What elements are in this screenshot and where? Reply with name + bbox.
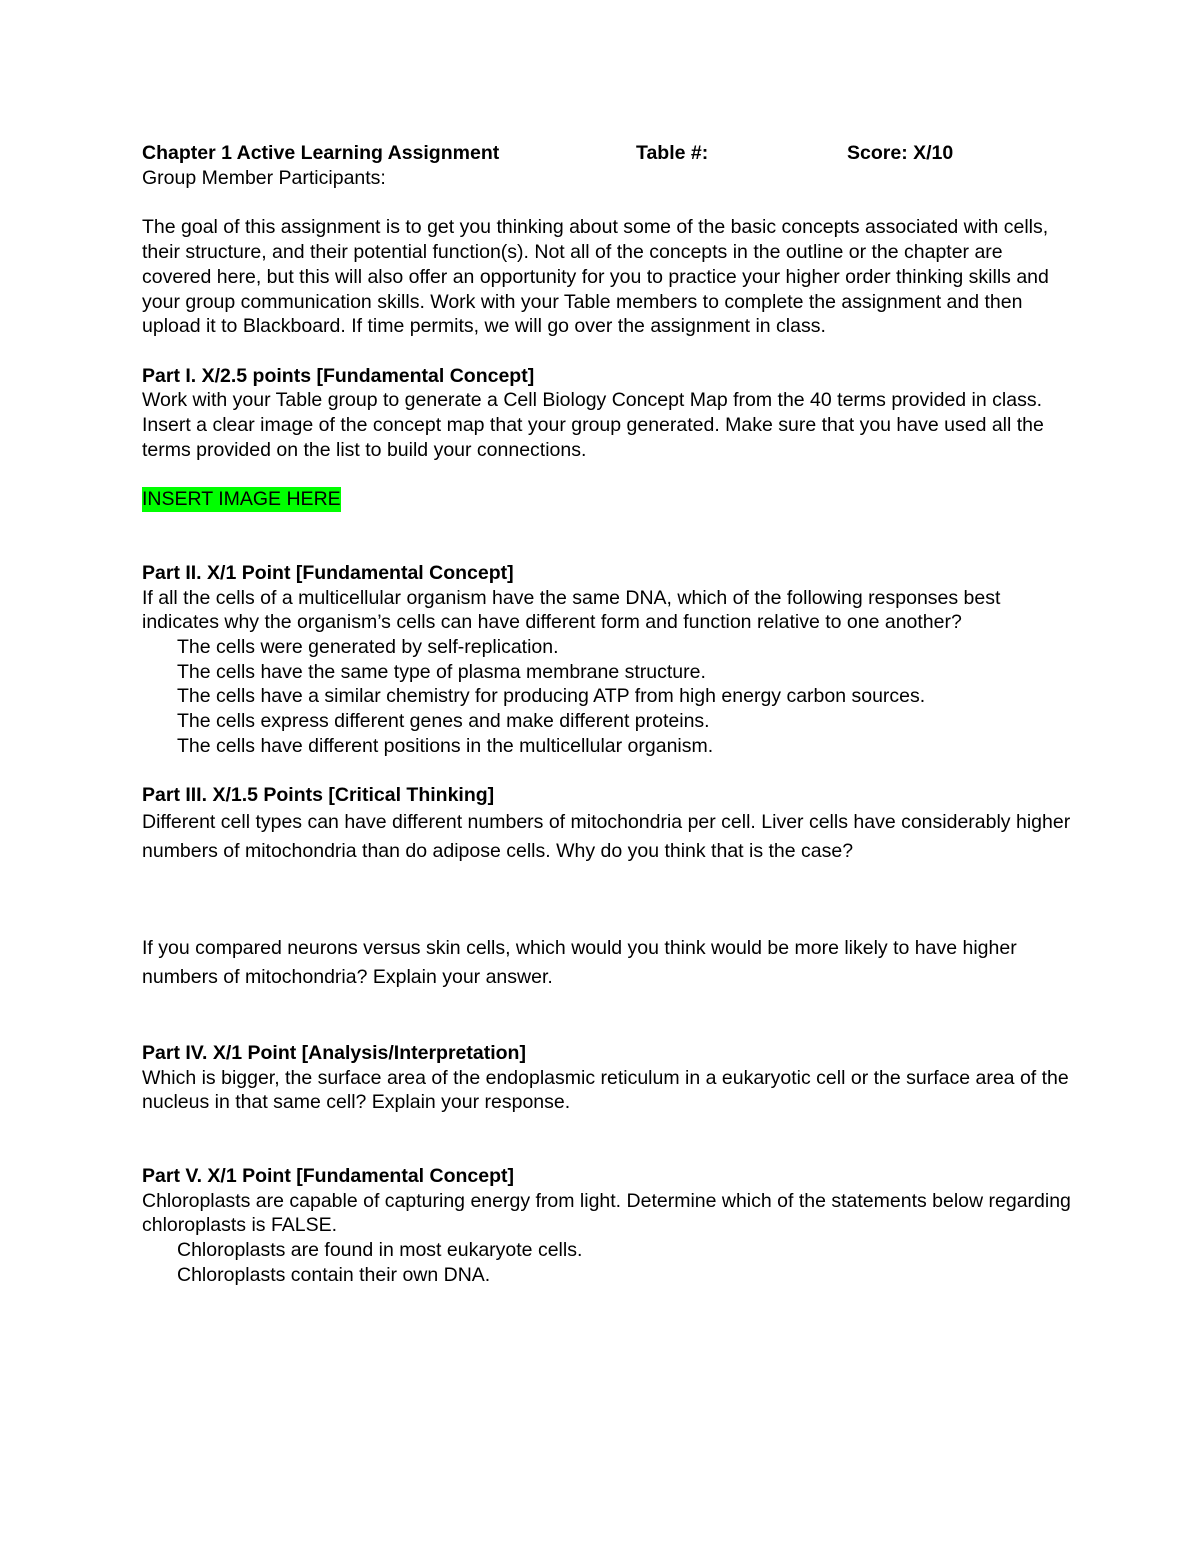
part2-heading: Part II. X/1 Point [Fundamental Concept]: [142, 561, 514, 584]
intro-paragraph: The goal of this assignment is to get you thinking about some of the basic concepts associated with cells, their structure, and their potential function(s). Not all of the concepts in the outline or the chapter are covered here, but this will also offer an opportunity for you to practice your higher order thinking skills and your group communication skills. Work with your Table members to complete the assignment and then upload it to Blackboard. If time permits, we will go over the assignment in class.: [142, 216, 1049, 338]
part2-text: If all the cells of a multicellular organism have the same DNA, which of the following responses best indicates why the organism’s cells can have different form and function relative to one another?: [142, 586, 1001, 634]
part3-text2: If you compared neurons versus skin cells, which would you think would be more likely to have higher numbers of mitochondria? Explain your answer.: [142, 936, 1017, 988]
part1-heading: Part I. X/2.5 points [Fundamental Concept]: [142, 364, 535, 387]
score-label: Score: X/10: [847, 142, 954, 164]
assignment-title: Chapter 1 Active Learning Assignment: [142, 142, 500, 164]
part1-text: Work with your Table group to generate a Cell Biology Concept Map from the 40 terms provided in class. Insert a clear image of the concept map that your group generated. Make sure that you have used all the terms provided on the list to build your connections.: [142, 389, 1044, 461]
part5-options: [142, 1238, 1072, 1287]
part3-heading: Part III. X/1.5 Points [Critical Thinking]: [142, 784, 495, 807]
insert-image-placeholder[interactable]: INSERT IMAGE HERE: [142, 488, 341, 511]
list-item[interactable]: The cells have the same type of plasma membrane structure.: [177, 660, 706, 683]
table-number-label: Table #:: [636, 142, 709, 164]
part4-heading: Part IV. X/1 Point [Analysis/Interpretation]: [142, 1041, 526, 1064]
part5-text: Chloroplasts are capable of capturing energy from light. Determine which of the statements below regarding chloroplasts is FALSE.: [142, 1189, 1071, 1237]
list-item[interactable]: The cells were generated by self-replication.: [177, 635, 559, 658]
list-item[interactable]: Chloroplasts contain their own DNA.: [177, 1263, 491, 1286]
document-page: [142, 141, 1072, 1287]
list-item[interactable]: The cells have a similar chemistry for producing ATP from high energy carbon sources.: [177, 685, 926, 708]
part4-text: Which is bigger, the surface area of the endoplasmic reticulum in a eukaryotic cell or the surface area of the nucleus in that same cell? Explain your response.: [142, 1066, 1069, 1114]
document-header: [142, 141, 1072, 166]
list-item[interactable]: The cells have different positions in the multicellular organism.: [177, 734, 714, 757]
list-item[interactable]: The cells express different genes and make different proteins.: [177, 710, 710, 733]
participants-label: Group Member Participants:: [142, 167, 386, 189]
part5-heading: Part V. X/1 Point [Fundamental Concept]: [142, 1164, 514, 1187]
part2-options: [142, 635, 1072, 759]
list-item[interactable]: Chloroplasts are found in most eukaryote cells.: [177, 1239, 583, 1262]
part3-text1: Different cell types can have different numbers of mitochondria per cell. Liver cells have considerably higher numbers of mitochondria than do adipose cells. Why do you think that is the case?: [142, 810, 1071, 862]
